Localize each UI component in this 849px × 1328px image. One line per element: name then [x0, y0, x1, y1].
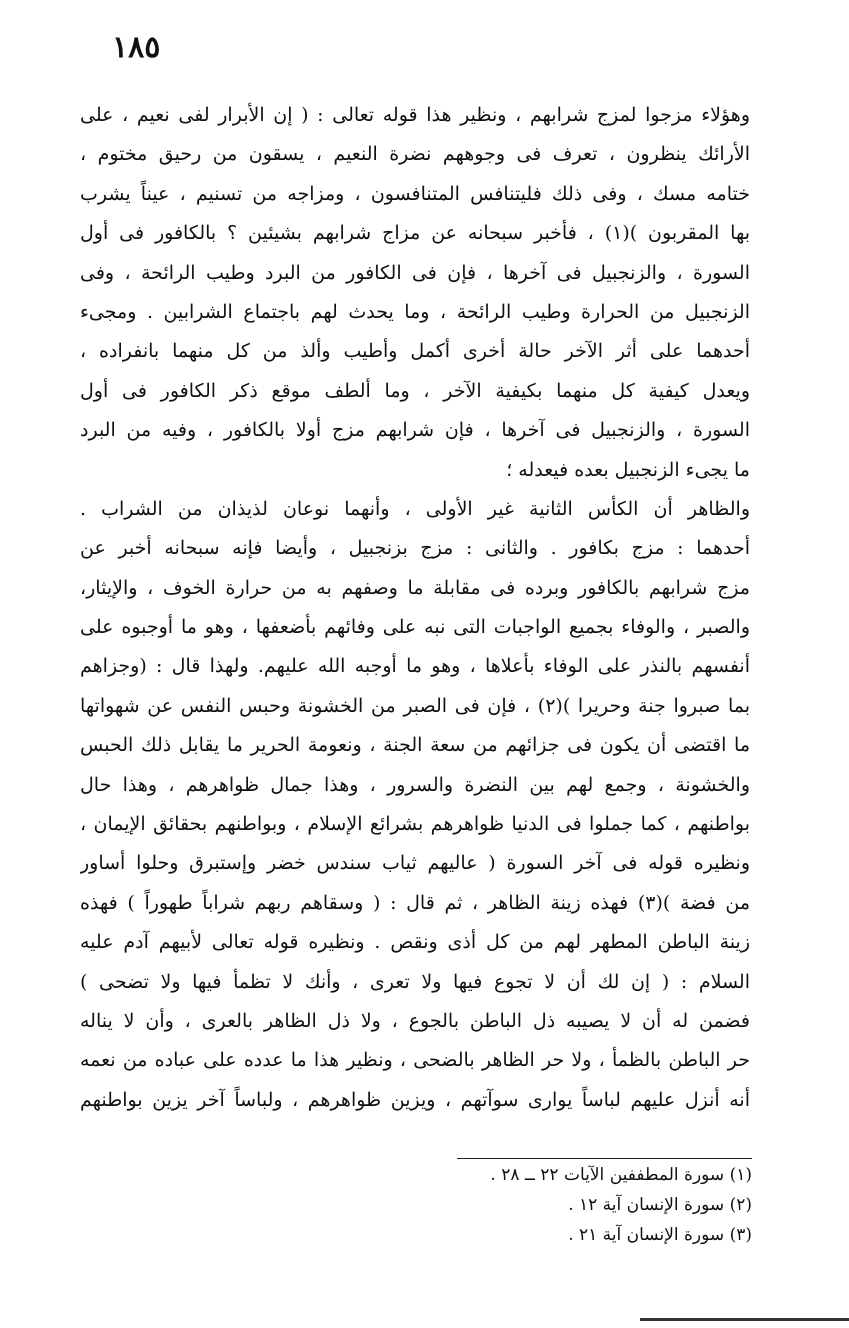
footnote: (١) سورة المطففين الآيات ٢٢ ــ ٢٨ . [490, 1165, 752, 1185]
text-line: ونظيره قوله فى آخر السورة ( عاليهم ثياب سندس خضر وإستبرق وحلوا أساور [80, 852, 750, 875]
footnotes [440, 1160, 752, 1250]
text-line: الأرائك ينظرون ، تعرف فى وجوههم نضرة النعيم ، يسقون من رحيق مختوم ، [80, 143, 750, 166]
text-line: بها المقربون )(١) ، فأخبر سبحانه عن مزاج شرابهم بشيئين ؟ بالكافور فى أول [80, 222, 750, 245]
text-line: والخشونة ، وجمع لهم بين النضرة والسرور ، وهذا جمال ظواهرهم ، وهذا حال [80, 773, 750, 796]
footnote-divider [457, 1158, 752, 1159]
text-line: السورة ، والزنجبيل فى آخرها ، فإن فى الكافور من البرد وطيب الرائحة ، وفى [80, 261, 750, 284]
text-line: أنفسهم بالنذر على الوفاء بأعلاها ، وهو ما أوجبه الله عليهم. ولهذا قال : (وجزاهم [80, 655, 750, 678]
text-line: ما اقتضى أن يكون فى جزائهم من سعة الجنة ، ونعومة الحرير ما يقابل ذلك الحبس [80, 734, 750, 757]
text-line: ما يجىء الزنجبيل بعده فيعدله ؛ [506, 458, 750, 481]
footnote: (٣) سورة الإنسان آية ٢١ . [568, 1225, 752, 1245]
text-line: وهؤلاء مزجوا لمزج شرابهم ، ونظير هذا قوله تعالى : ( إن الأبرار لفى نعيم ، على [80, 104, 750, 126]
text-line: السورة ، والزنجبيل فى آخرها ، فإن شرابهم مزج أولا بالكافور ، وفيه من البرد [80, 419, 750, 442]
text-line: السلام : ( إن لك أن لا تجوع فيها ولا تعرى ، وأنك لا تظمأ فيها ولا تضحى ) [80, 970, 750, 993]
text-line: والصبر ، والوفاء بجميع الواجبات التى نبه على وفائهم بأضعفها ، وهو ما أوجبوه على [80, 616, 750, 639]
text-line: أنه أنزل عليهم لباساً يوارى سوآتهم ، ويزين ظواهرهم ، ولباساً آخر يزين بواطنهم [80, 1088, 750, 1111]
text-line: أحدهما : مزج بكافور . والثانى : مزج بزنجبيل ، وأيضا فإنه سبحانه أخبر عن [80, 537, 750, 560]
text-line: ويعدل كيفية كل منهما بكيفية الآخر ، وما ألطف موقع ذكر الكافور فى أول [80, 379, 750, 402]
text-line: مزج شرابهم بالكافور وبرده فى مقابلة ما وصفهم به من حرارة الخوف ، والإيثار، [80, 576, 750, 599]
text-line: بواطنهم ، كما جملوا فى الدنيا ظواهرهم بشرائع الإسلام ، وبواطنهم بحقائق الإيمان ، [80, 813, 750, 836]
footnote: (٢) سورة الإنسان آية ١٢ . [568, 1195, 752, 1215]
page-number: ١٨٥ [112, 30, 161, 65]
body-text [80, 96, 750, 1120]
text-line: والظاهر أن الكأس الثانية غير الأولى ، وأنهما نوعان لذيذان من الشراب . [80, 497, 750, 520]
text-line: أحدهما على أثر الآخر حالة أخرى أكمل وأطيب وألذ من كل منهما بانفراده ، [80, 340, 750, 363]
text-line: من فضة )(٣) فهذه زينة الظاهر ، ثم قال : ( وسقاهم ربهم شراباً طهوراً ) فهذه [80, 891, 750, 914]
text-line: ختامه مسك ، وفى ذلك فليتنافس المتنافسون ، ومزاجه من تسنيم ، عيناً يشرب [80, 182, 750, 205]
text-line: الزنجبيل من الحرارة وطيب الرائحة ، وما يحدث لهم باجتماع الشرابين . ومجىء [80, 300, 750, 323]
text-line: بما صبروا جنة وحريرا )(٢) ، فإن فى الصبر من الخشونة وحبس النفس عن شهواتها [80, 694, 750, 717]
page-bottom-edge [640, 1318, 849, 1321]
text-line: زينة الباطن المطهر لهم من كل أذى ونقص . ونظيره قوله تعالى لأبيهم آدم عليه [80, 931, 750, 954]
text-line: حر الباطن بالظمأ ، ولا حر الظاهر بالضحى ، ونظير هذا ما عدده على عباده من نعمه [80, 1049, 750, 1072]
text-line: فضمن له أن لا يصيبه ذل الباطن بالجوع ، ولا ذل الظاهر بالعرى ، وأن لا يناله [80, 1009, 750, 1032]
